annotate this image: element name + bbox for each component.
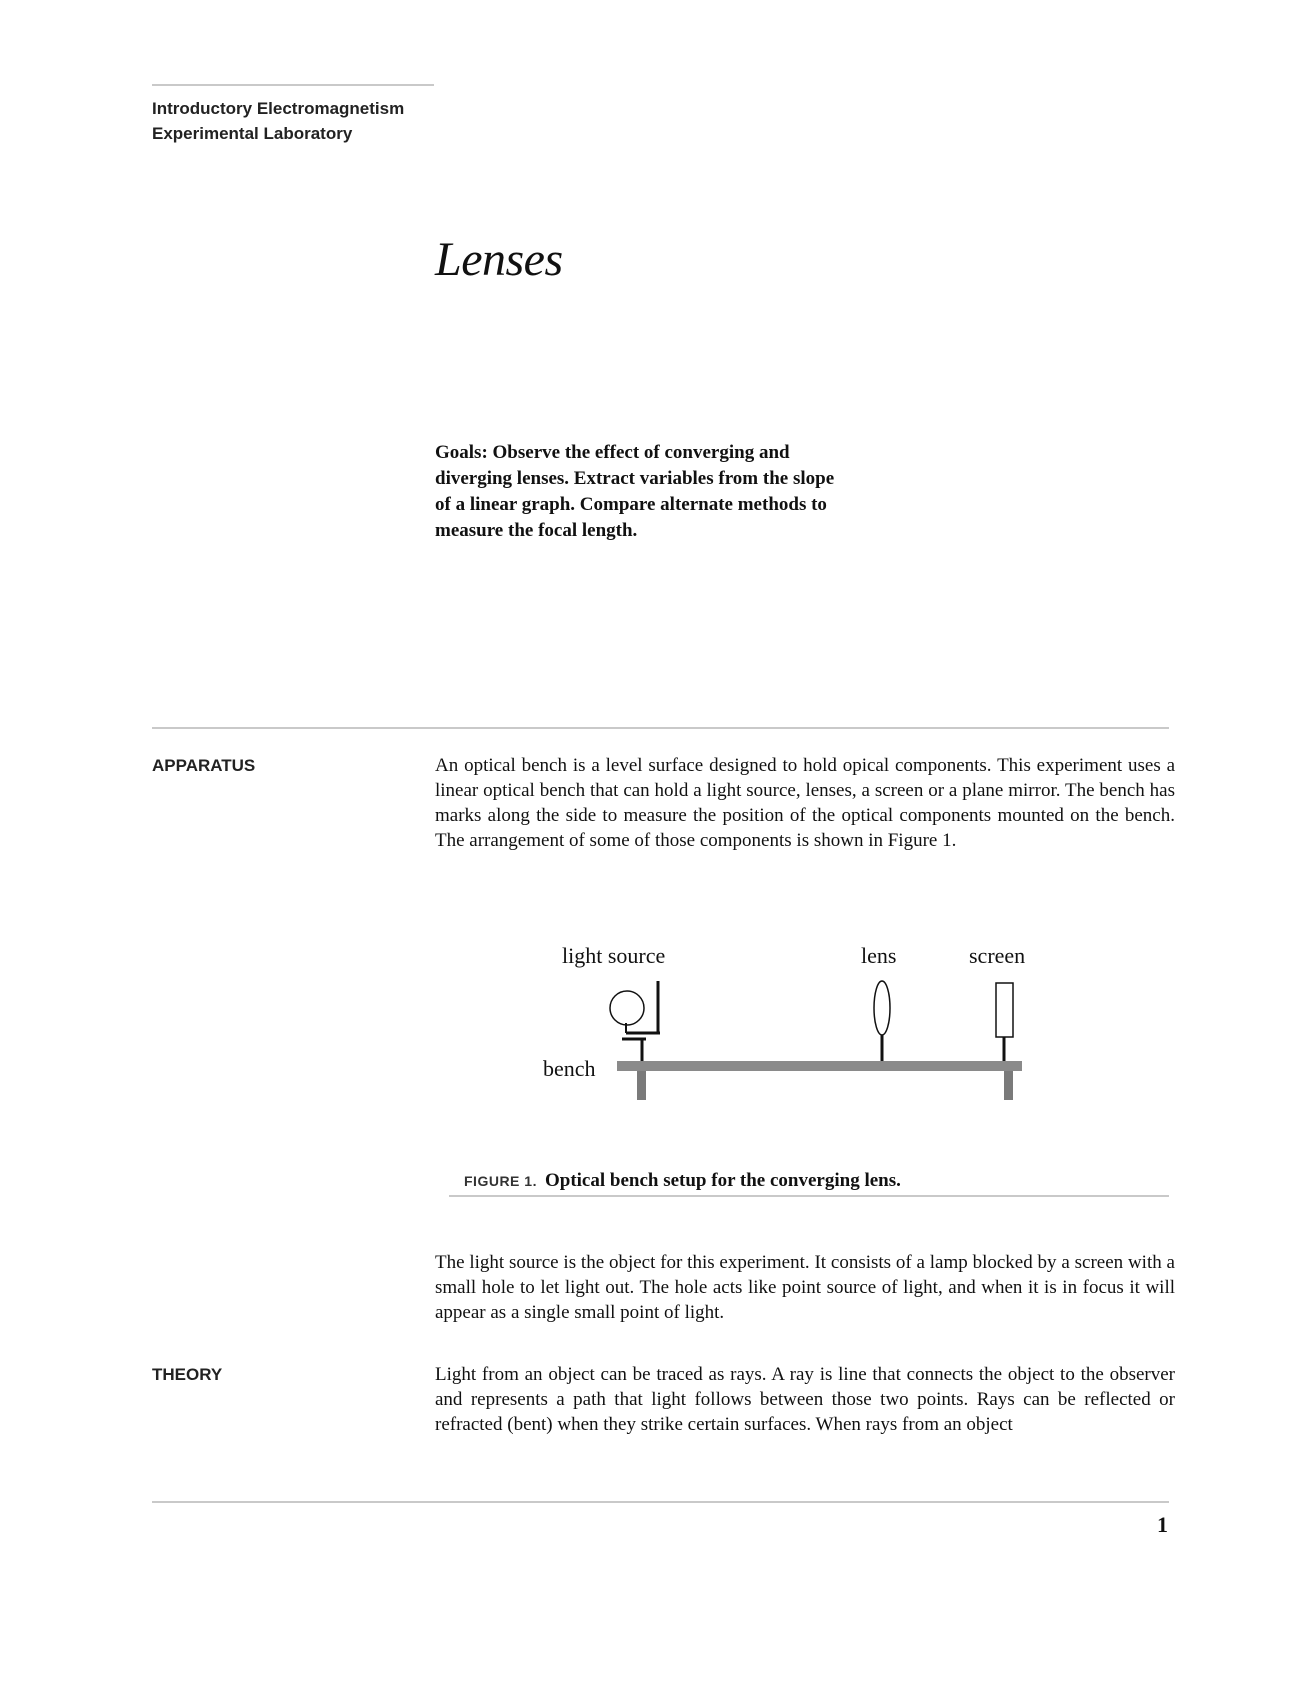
- optical-bench-figure: [530, 935, 1050, 1115]
- label-screen: screen: [969, 943, 1026, 968]
- label-lens: lens: [861, 943, 897, 968]
- bench-leg-left: [637, 1070, 646, 1100]
- theory-heading: THEORY: [152, 1365, 223, 1384]
- figure-number: FIGURE 1.: [464, 1173, 537, 1189]
- apparatus-paragraph: An optical bench is a level surface designed to hold opical components. This experiment uses a linear optical bench that can hold a light source, lenses, a screen or a plane mirror. The bench has marks along the side to measure the position of the optical components mounted on the bench. The arrangement of some of those components is shown in Figure 1.: [435, 755, 1175, 851]
- page-title: Lenses: [435, 233, 563, 286]
- screen-shape: [996, 983, 1013, 1037]
- goals-text: Goals: Observe the effect of converging and diverging lenses. Extract variables from the slope of a linear graph. Compare alternate methods to measure the focal length.: [435, 442, 835, 541]
- bench-rail: [617, 1061, 1022, 1071]
- section-rule: [152, 727, 1169, 729]
- label-light-source: light source: [562, 943, 666, 968]
- bench-leg-right: [1004, 1070, 1013, 1100]
- bench-diagram: [530, 935, 1050, 1115]
- lamp-bulb: [610, 991, 644, 1025]
- apparatus-heading: APPARATUS: [152, 756, 256, 775]
- footer-rule: [152, 1501, 1169, 1503]
- label-bench: bench: [543, 1056, 596, 1081]
- figure-caption-text: Optical bench setup for the converging lens.: [544, 1170, 901, 1191]
- course-line-2: Experimental Laboratory: [152, 124, 353, 143]
- lens-shape: [874, 981, 890, 1035]
- figure-caption: [464, 1170, 901, 1192]
- course-title: [152, 96, 404, 146]
- theory-paragraph: Light from an object can be traced as rays. A ray is line that connects the object to the observer and represents a path that light follows between those two points. Rays can be reflected or refracted (bent) when they strike certain surfaces. When rays from an object: [435, 1364, 1175, 1435]
- light-source-paragraph: The light source is the object for this experiment. It consists of a lamp blocked by a screen with a small hole to let light out. The hole acts like point source of light, and when it is in focus it will appear as a single small point of light.: [435, 1252, 1175, 1323]
- course-line-1: Introductory Electromagnetism: [152, 99, 405, 118]
- caption-rule: [449, 1195, 1169, 1197]
- page-number: 1: [1157, 1512, 1168, 1537]
- header-rule: [152, 84, 434, 86]
